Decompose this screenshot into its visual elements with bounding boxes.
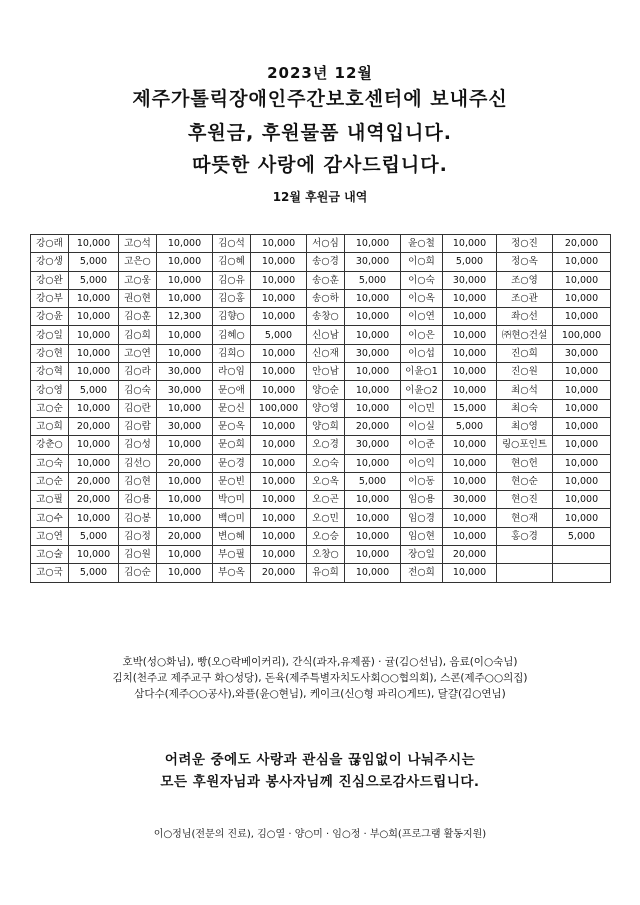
donor-name-cell: 문○경: [213, 454, 251, 472]
donation-amount-cell: 10,000: [251, 308, 307, 326]
donor-name-cell: 현○재: [497, 509, 553, 527]
table-row: [31, 417, 611, 435]
items-line-1: 호박(성○화님), 빵(오○락베이커리), 간식(과자,유제품) · 귤(김○선님), 음료(이○숙님): [122, 656, 518, 668]
donation-amount-cell: [553, 546, 611, 564]
donation-amount-cell: 15,000: [443, 399, 497, 417]
donation-amount-cell: 10,000: [345, 527, 401, 545]
donor-name-cell: 변○혜: [213, 527, 251, 545]
donor-name-cell: [497, 564, 553, 582]
donor-name-cell: 고○웅: [119, 271, 157, 289]
donation-amount-cell: 10,000: [443, 235, 497, 253]
donor-name-cell: 강○윤: [31, 308, 69, 326]
donor-name-cell: 송○하: [307, 289, 345, 307]
table-row: [31, 326, 611, 344]
donor-name-cell: 양○영: [307, 399, 345, 417]
donor-name-cell: 문○빈: [213, 472, 251, 490]
donation-amount-cell: 10,000: [251, 472, 307, 490]
volunteer-credits: 이○정님(전문의 진료), 김○열 · 양○미 · 임○정 · 부○희(프로그램 활동지원): [153, 829, 487, 840]
donor-name-cell: 오창○: [307, 546, 345, 564]
donation-amount-cell: 5,000: [69, 271, 119, 289]
donation-amount-cell: 10,000: [345, 289, 401, 307]
donor-name-cell: 김○현: [119, 472, 157, 490]
donor-name-cell: 진○희: [497, 344, 553, 362]
donor-name-cell: 양○순: [307, 381, 345, 399]
donation-amount-cell: 10,000: [69, 326, 119, 344]
donor-name-cell: 고○국: [31, 564, 69, 582]
donation-amount-cell: 10,000: [443, 454, 497, 472]
donor-name-cell: 부○필: [213, 546, 251, 564]
donor-name-cell: 강○혁: [31, 363, 69, 381]
donated-items: [0, 654, 640, 702]
table-row: [31, 381, 611, 399]
donation-amount-cell: 10,000: [345, 454, 401, 472]
table-row: [31, 454, 611, 472]
donation-amount-cell: 10,000: [553, 381, 611, 399]
donation-amount-cell: 10,000: [443, 344, 497, 362]
donation-amount-cell: 10,000: [69, 399, 119, 417]
donor-name-cell: 고○수: [31, 509, 69, 527]
donation-amount-cell: 10,000: [251, 454, 307, 472]
table-row: [31, 546, 611, 564]
donor-name-cell: 강○래: [31, 235, 69, 253]
donor-name-cell: 조○영: [497, 271, 553, 289]
table-row: [31, 253, 611, 271]
donor-name-cell: 안○남: [307, 363, 345, 381]
donation-amount-cell: 10,000: [157, 235, 213, 253]
donation-amount-cell: 10,000: [69, 454, 119, 472]
donation-table-body: [31, 235, 611, 583]
donor-name-cell: 박○미: [213, 491, 251, 509]
donation-amount-cell: 10,000: [345, 564, 401, 582]
donor-name-cell: 이○옥: [401, 289, 443, 307]
donor-name-cell: 이○희: [401, 253, 443, 271]
donation-amount-cell: 10,000: [345, 308, 401, 326]
donor-name-cell: 김○성: [119, 436, 157, 454]
donor-name-cell: 오○승: [307, 527, 345, 545]
donor-name-cell: 김○원: [119, 546, 157, 564]
donor-name-cell: 임○경: [401, 509, 443, 527]
table-row: [31, 436, 611, 454]
donation-amount-cell: 30,000: [345, 436, 401, 454]
donation-amount-cell: 5,000: [69, 527, 119, 545]
donation-amount-cell: 10,000: [69, 308, 119, 326]
table-row: [31, 308, 611, 326]
donor-name-cell: 이○연: [401, 308, 443, 326]
donor-name-cell: 김○라: [119, 363, 157, 381]
donation-amount-cell: 10,000: [251, 344, 307, 362]
donor-name-cell: 서○심: [307, 235, 345, 253]
donation-amount-cell: 20,000: [69, 491, 119, 509]
donor-name-cell: 백○미: [213, 509, 251, 527]
donor-name-cell: 이○은: [401, 326, 443, 344]
donor-name-cell: 정○옥: [497, 253, 553, 271]
donor-name-cell: 유○희: [307, 564, 345, 582]
donor-name-cell: 강○현: [31, 344, 69, 362]
donation-amount-cell: 10,000: [553, 436, 611, 454]
table-row: [31, 363, 611, 381]
donor-name-cell: 송○경: [307, 253, 345, 271]
donor-name-cell: 고○술: [31, 546, 69, 564]
donation-amount-cell: 10,000: [69, 363, 119, 381]
donor-name-cell: 좌○선: [497, 308, 553, 326]
donation-amount-cell: 10,000: [251, 491, 307, 509]
donor-name-cell: 오○숙: [307, 454, 345, 472]
donation-amount-cell: 10,000: [251, 363, 307, 381]
donation-amount-cell: 30,000: [443, 271, 497, 289]
donation-amount-cell: 10,000: [251, 417, 307, 435]
donation-amount-cell: 20,000: [443, 546, 497, 564]
donation-amount-cell: 10,000: [157, 509, 213, 527]
table-row: [31, 472, 611, 490]
donor-name-cell: 문○희: [213, 436, 251, 454]
donor-name-cell: ㈜현○건설: [497, 326, 553, 344]
donation-amount-cell: 10,000: [553, 399, 611, 417]
donor-name-cell: 문○신: [213, 399, 251, 417]
donor-name-cell: 이○민: [401, 399, 443, 417]
donation-amount-cell: 30,000: [443, 491, 497, 509]
donation-amount-cell: 10,000: [69, 289, 119, 307]
title-line-1: 제주가톨릭장애인주간보호센터에 보내주신: [132, 88, 508, 110]
donor-name-cell: 이윤○1: [401, 363, 443, 381]
donation-amount-cell: 20,000: [157, 454, 213, 472]
donor-name-cell: 임○현: [401, 527, 443, 545]
donor-name-cell: 링○포인트: [497, 436, 553, 454]
donation-table: [30, 234, 611, 583]
donation-amount-cell: 10,000: [69, 509, 119, 527]
donor-name-cell: 고○순: [31, 399, 69, 417]
donor-name-cell: 진○원: [497, 363, 553, 381]
donation-amount-cell: 10,000: [443, 308, 497, 326]
donation-amount-cell: 10,000: [69, 546, 119, 564]
donor-name-cell: 김○홍: [213, 289, 251, 307]
donation-amount-cell: 10,000: [345, 509, 401, 527]
donation-amount-cell: 20,000: [157, 527, 213, 545]
donor-name-cell: 이○섭: [401, 344, 443, 362]
donation-amount-cell: 5,000: [443, 417, 497, 435]
donor-name-cell: 고○희: [31, 417, 69, 435]
donor-name-cell: 강○영: [31, 381, 69, 399]
donor-name-cell: 현○순: [497, 472, 553, 490]
donation-amount-cell: 10,000: [553, 271, 611, 289]
donor-name-cell: 신○남: [307, 326, 345, 344]
donor-name-cell: 강○생: [31, 253, 69, 271]
donation-amount-cell: 10,000: [443, 363, 497, 381]
donor-name-cell: 이○익: [401, 454, 443, 472]
donation-amount-cell: 10,000: [553, 308, 611, 326]
table-row: [31, 289, 611, 307]
donor-name-cell: 장○일: [401, 546, 443, 564]
donation-amount-cell: 10,000: [251, 235, 307, 253]
donation-amount-cell: 10,000: [251, 436, 307, 454]
donor-name-cell: 윤○철: [401, 235, 443, 253]
donor-name-cell: 양○희: [307, 417, 345, 435]
donation-amount-cell: 10,000: [345, 399, 401, 417]
donation-amount-cell: 12,300: [157, 308, 213, 326]
donor-name-cell: 김○혜: [213, 253, 251, 271]
donation-amount-cell: 10,000: [251, 527, 307, 545]
table-row: [31, 399, 611, 417]
donation-amount-cell: 5,000: [251, 326, 307, 344]
donor-name-cell: 김○희: [119, 326, 157, 344]
donor-name-cell: 라○임: [213, 363, 251, 381]
donation-amount-cell: 30,000: [157, 363, 213, 381]
donor-name-cell: 홍○경: [497, 527, 553, 545]
table-row: [31, 344, 611, 362]
donation-amount-cell: 10,000: [553, 509, 611, 527]
donor-name-cell: 고○연: [31, 527, 69, 545]
donor-name-cell: 김○정: [119, 527, 157, 545]
donor-name-cell: 오○옥: [307, 472, 345, 490]
donation-amount-cell: 100,000: [553, 326, 611, 344]
donation-amount-cell: 10,000: [345, 381, 401, 399]
donor-name-cell: 김향○: [213, 308, 251, 326]
donation-amount-cell: 10,000: [69, 344, 119, 362]
donor-name-cell: 강○부: [31, 289, 69, 307]
donor-name-cell: 강○완: [31, 271, 69, 289]
donation-amount-cell: 10,000: [157, 344, 213, 362]
donation-amount-cell: 30,000: [553, 344, 611, 362]
donor-name-cell: 김혜○: [213, 326, 251, 344]
donation-amount-cell: 10,000: [443, 436, 497, 454]
donation-amount-cell: 100,000: [251, 399, 307, 417]
donor-name-cell: 최○영: [497, 417, 553, 435]
donation-amount-cell: 10,000: [345, 326, 401, 344]
table-row: [31, 527, 611, 545]
donation-amount-cell: 10,000: [157, 271, 213, 289]
donation-amount-cell: 10,000: [345, 546, 401, 564]
donor-name-cell: 고○숙: [31, 454, 69, 472]
donation-amount-cell: 30,000: [345, 253, 401, 271]
donor-name-cell: 이○준: [401, 436, 443, 454]
donation-amount-cell: 20,000: [345, 417, 401, 435]
donation-amount-cell: 10,000: [553, 454, 611, 472]
donor-name-cell: 최○석: [497, 381, 553, 399]
donor-name-cell: 부○옥: [213, 564, 251, 582]
donor-name-cell: 이○숙: [401, 271, 443, 289]
donor-name-cell: 강춘○: [31, 436, 69, 454]
items-line-2: 김치(천주교 제주교구 화○성당), 돈육(제주특별자치도사회○○협의회), 스콘(제주○○의집): [112, 672, 528, 684]
closing-line-2: 모든 후원자님과 봉사자님께 진심으로감사드립니다.: [160, 774, 480, 790]
donor-name-cell: 김○봉: [119, 509, 157, 527]
donor-name-cell: 이○동: [401, 472, 443, 490]
donor-name-cell: 고○필: [31, 491, 69, 509]
donor-name-cell: [497, 546, 553, 564]
donation-amount-cell: 20,000: [251, 564, 307, 582]
donation-amount-cell: 20,000: [69, 417, 119, 435]
donation-amount-cell: 10,000: [345, 363, 401, 381]
donation-amount-cell: 30,000: [157, 381, 213, 399]
donor-name-cell: 현○진: [497, 491, 553, 509]
donor-name-cell: 문○옥: [213, 417, 251, 435]
donor-name-cell: 고은○: [119, 253, 157, 271]
donation-amount-cell: 5,000: [345, 271, 401, 289]
donation-amount-cell: 10,000: [443, 527, 497, 545]
donor-name-cell: 최○숙: [497, 399, 553, 417]
donation-amount-cell: 10,000: [69, 436, 119, 454]
donation-amount-cell: 5,000: [443, 253, 497, 271]
donation-amount-cell: 10,000: [69, 235, 119, 253]
donation-amount-cell: 10,000: [157, 546, 213, 564]
table-row: [31, 235, 611, 253]
donor-name-cell: 신○재: [307, 344, 345, 362]
donation-amount-cell: 10,000: [553, 491, 611, 509]
donation-amount-cell: 10,000: [553, 472, 611, 490]
table-subtitle: 12월 후원금 내역: [272, 190, 368, 204]
donor-name-cell: 임○용: [401, 491, 443, 509]
donation-amount-cell: 10,000: [345, 491, 401, 509]
donor-name-cell: 이윤○2: [401, 381, 443, 399]
donor-name-cell: 김○석: [213, 235, 251, 253]
donation-amount-cell: 30,000: [345, 344, 401, 362]
donor-name-cell: 고○석: [119, 235, 157, 253]
title-line-3: 따뜻한 사랑에 감사드립니다.: [192, 154, 448, 176]
donor-name-cell: 송창○: [307, 308, 345, 326]
donor-name-cell: 고○순: [31, 472, 69, 490]
table-row: [31, 491, 611, 509]
donation-amount-cell: 5,000: [69, 381, 119, 399]
donation-amount-cell: 10,000: [251, 546, 307, 564]
donation-amount-cell: 10,000: [251, 381, 307, 399]
donation-amount-cell: 10,000: [553, 253, 611, 271]
donation-amount-cell: 10,000: [443, 381, 497, 399]
donation-amount-cell: 10,000: [443, 289, 497, 307]
donation-amount-cell: 10,000: [157, 326, 213, 344]
donor-name-cell: 고○연: [119, 344, 157, 362]
donation-amount-cell: 10,000: [157, 472, 213, 490]
donor-name-cell: 송○훈: [307, 271, 345, 289]
donor-name-cell: 김○유: [213, 271, 251, 289]
donation-amount-cell: 5,000: [69, 564, 119, 582]
donation-amount-cell: 10,000: [251, 253, 307, 271]
donor-name-cell: 김선○: [119, 454, 157, 472]
donor-name-cell: 전○희: [401, 564, 443, 582]
donation-amount-cell: [553, 564, 611, 582]
donor-name-cell: 현○헌: [497, 454, 553, 472]
donor-name-cell: 이○실: [401, 417, 443, 435]
items-line-3: 삼다수(제주○○공사),와플(윤○현님), 케이크(신○형 파리○게뜨), 달걀(김○연님): [134, 688, 506, 700]
donation-amount-cell: 10,000: [157, 399, 213, 417]
donor-name-cell: 김○훈: [119, 308, 157, 326]
donation-amount-cell: 10,000: [251, 509, 307, 527]
donation-amount-cell: 5,000: [345, 472, 401, 490]
donor-name-cell: 문○애: [213, 381, 251, 399]
donor-name-cell: 권○현: [119, 289, 157, 307]
donor-name-cell: 김○순: [119, 564, 157, 582]
donation-amount-cell: 10,000: [157, 436, 213, 454]
table-row: [31, 564, 611, 582]
table-row: [31, 271, 611, 289]
donation-amount-cell: 10,000: [553, 417, 611, 435]
donation-amount-cell: 5,000: [69, 253, 119, 271]
donor-name-cell: 김○란: [119, 399, 157, 417]
donation-amount-cell: 20,000: [553, 235, 611, 253]
closing-line-1: 어려운 중에도 사랑과 관심을 끊임없이 나눠주시는: [164, 752, 476, 768]
donation-amount-cell: 10,000: [443, 472, 497, 490]
donor-name-cell: 오○민: [307, 509, 345, 527]
donation-amount-cell: 10,000: [443, 509, 497, 527]
donor-name-cell: 김희○: [213, 344, 251, 362]
donor-name-cell: 김○숙: [119, 381, 157, 399]
donation-amount-cell: 10,000: [443, 564, 497, 582]
donor-name-cell: 오○경: [307, 436, 345, 454]
table-row: [31, 509, 611, 527]
donor-name-cell: 김○용: [119, 491, 157, 509]
donation-amount-cell: 10,000: [157, 491, 213, 509]
report-date: 2023년 12월: [267, 64, 373, 82]
donation-amount-cell: 10,000: [553, 289, 611, 307]
donation-amount-cell: 30,000: [157, 417, 213, 435]
donation-amount-cell: 10,000: [345, 235, 401, 253]
donor-name-cell: 강○일: [31, 326, 69, 344]
donation-amount-cell: 10,000: [157, 253, 213, 271]
donor-name-cell: 오○곤: [307, 491, 345, 509]
donor-name-cell: 정○진: [497, 235, 553, 253]
donation-amount-cell: 10,000: [251, 271, 307, 289]
title-line-2: 후원금, 후원물품 내역입니다.: [188, 122, 452, 144]
donor-name-cell: 조○관: [497, 289, 553, 307]
donation-amount-cell: 10,000: [443, 326, 497, 344]
donation-amount-cell: 10,000: [157, 289, 213, 307]
donation-amount-cell: 10,000: [251, 289, 307, 307]
donation-amount-cell: 10,000: [553, 363, 611, 381]
donation-amount-cell: 5,000: [553, 527, 611, 545]
donor-name-cell: 김○람: [119, 417, 157, 435]
donation-amount-cell: 20,000: [69, 472, 119, 490]
donation-amount-cell: 10,000: [157, 564, 213, 582]
